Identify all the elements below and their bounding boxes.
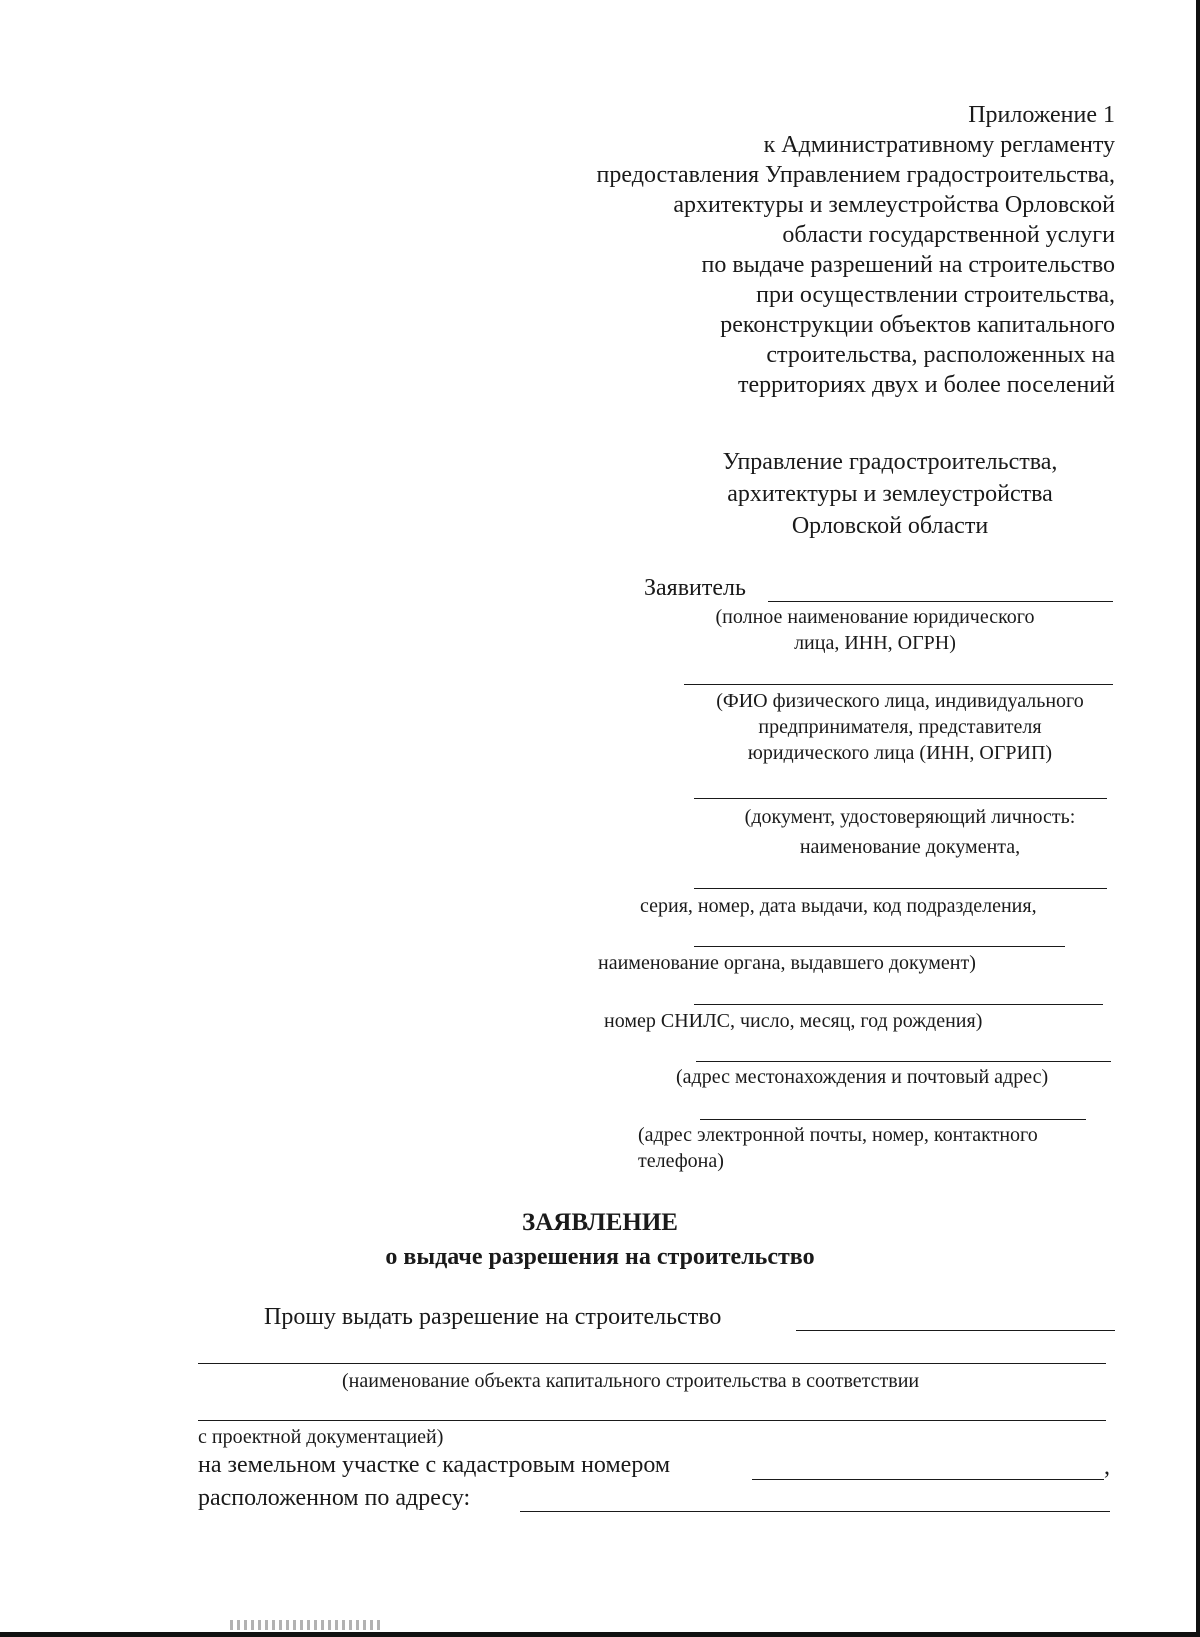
address-field[interactable] [700,1119,1086,1120]
object-hint-cont: с проектной документацией) [198,1426,444,1448]
appendix-line: к Административному регламенту [763,132,1115,158]
scan-edge-right [1196,0,1200,1637]
appendix-header [475,100,1115,400]
object-address-field[interactable] [520,1511,1110,1512]
address-label: расположенном по адресу: [198,1485,471,1511]
individual-name-field[interactable] [684,684,1113,685]
construction-type-field[interactable] [796,1330,1115,1331]
statement-subtitle: о выдаче разрешения на строительство [385,1244,815,1270]
doc-name-field[interactable] [694,888,1107,889]
appendix-line: при осуществлении строительства, [756,282,1115,308]
series-hint: серия, номер, дата выдачи, код подразделения, [640,895,1037,917]
appendix-line: области государственной услуги [782,222,1115,248]
appendix-line: по выдаче разрешений на строительство [701,252,1115,278]
appendix-line: территориях двух и более поселений [738,372,1115,398]
series-field[interactable] [694,946,1065,947]
issuer-hint: наименование органа, выдавшего документ) [598,952,976,974]
appendix-line: архитектуры и землеустройства Орловской [673,192,1115,218]
recipient-line: архитектуры и землеустройства [727,481,1053,507]
identity-doc-field[interactable] [694,798,1107,799]
appendix-line: предоставления Управлением градостроительства, [596,162,1115,188]
appendix-line: реконструкции объектов капитального [720,312,1115,338]
scan-artifact [230,1620,380,1630]
snils-field[interactable] [696,1061,1111,1062]
recipient-line: Управление градостроительства, [722,449,1058,475]
appendix-line: Приложение 1 [968,102,1115,128]
cadastral-number-field[interactable] [752,1479,1104,1480]
issuer-field[interactable] [694,1004,1103,1005]
snils-hint: номер СНИЛС, число, месяц, год рождения) [604,1010,983,1032]
applicant-name-field[interactable] [768,601,1113,602]
individual-hint: (ФИО физического лица, индивидуального предпринимателя, представителя юридического лица (ИНН, ОГРИП) [716,690,1084,764]
object-name-field-cont[interactable] [198,1420,1106,1421]
applicant-label: Заявитель [644,575,746,601]
statement-title: ЗАЯВЛЕНИЕ [522,1209,678,1236]
contacts-hint: (адрес электронной почты, номер, контактного телефона) [638,1124,1038,1172]
recipient-line: Орловской области [791,513,989,539]
request-text: Прошу выдать разрешение на строительство [264,1304,722,1330]
legal-entity-hint: (полное наименование юридического лица, ИНН, ОГРН) [715,606,1035,654]
appendix-line: строительства, расположенных на [766,342,1115,368]
address-hint: (адрес местонахождения и почтовый адрес) [676,1066,1049,1088]
object-name-field[interactable] [198,1363,1106,1364]
recipient-block [600,446,1180,542]
object-hint: (наименование объекта капитального строительства в соответствии [342,1370,920,1392]
identity-doc-hint: (документ, удостоверяющий личность: наименование документа, [744,806,1076,858]
cadastral-label: на земельном участке с кадастровым номером [198,1452,671,1478]
cadastral-comma: , [1104,1454,1110,1480]
scan-edge-bottom [0,1632,1200,1637]
